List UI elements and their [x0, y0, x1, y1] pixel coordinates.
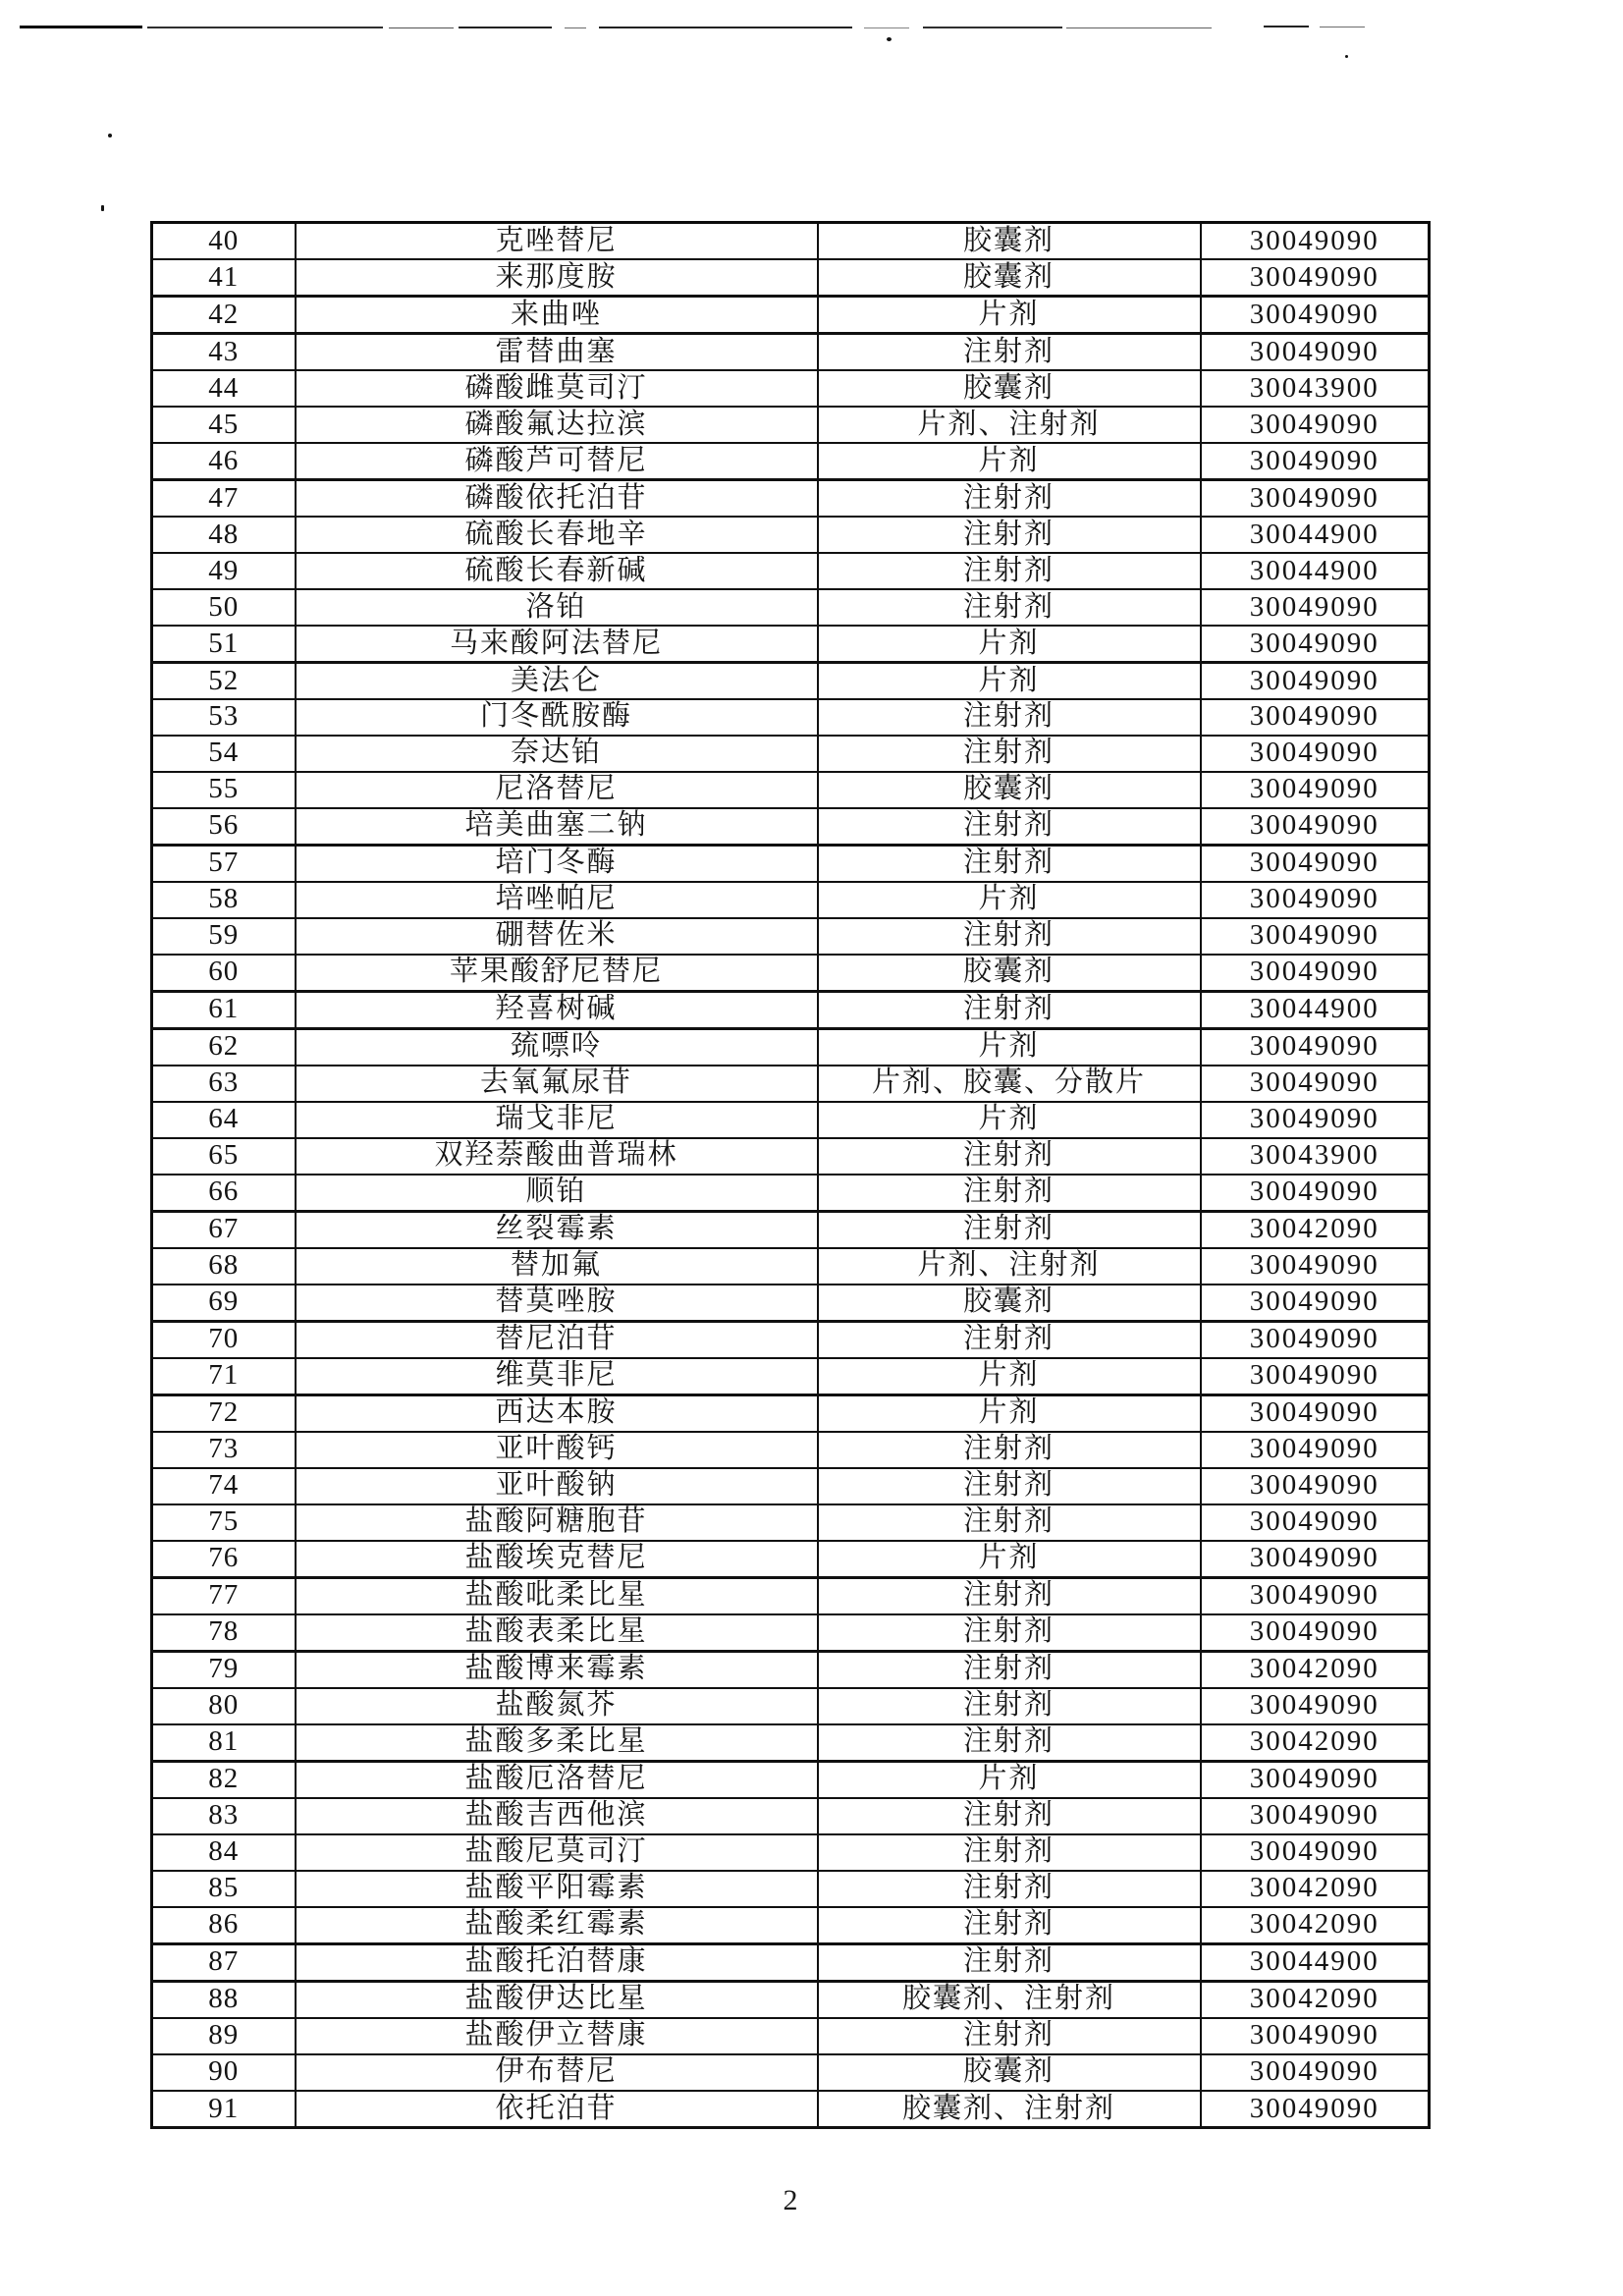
hs-code: 30049090	[1201, 662, 1430, 699]
drug-name: 盐酸氮芥	[296, 1688, 818, 1724]
drug-name: 盐酸埃克替尼	[296, 1541, 818, 1578]
table-row	[152, 1688, 1430, 1724]
row-number: 76	[152, 1541, 296, 1578]
table-row	[152, 626, 1430, 663]
table-row	[152, 2018, 1430, 2054]
table-row	[152, 918, 1430, 955]
drug-name: 西达本胺	[296, 1394, 818, 1432]
table-row	[152, 845, 1430, 882]
dosage-form: 注射剂	[818, 2018, 1201, 2054]
row-number: 46	[152, 443, 296, 480]
hs-code: 30049090	[1201, 2018, 1430, 2054]
drug-name: 硫酸长春地辛	[296, 517, 818, 553]
row-number: 73	[152, 1432, 296, 1468]
table-row	[152, 772, 1430, 808]
drug-name: 美法仑	[296, 662, 818, 699]
row-number: 53	[152, 699, 296, 736]
table-row	[152, 1541, 1430, 1578]
row-number: 51	[152, 626, 296, 663]
row-number: 75	[152, 1504, 296, 1541]
dosage-form: 胶囊剂	[818, 259, 1201, 297]
table-row	[152, 1432, 1430, 1468]
row-number: 48	[152, 517, 296, 553]
row-number: 77	[152, 1577, 296, 1614]
table-row	[152, 1981, 1430, 2018]
table-row	[152, 1394, 1430, 1432]
row-number: 47	[152, 479, 296, 517]
drug-name: 盐酸平阳霉素	[296, 1871, 818, 1907]
row-number: 61	[152, 991, 296, 1028]
drug-name: 奈达铂	[296, 736, 818, 772]
dosage-form: 注射剂	[818, 1614, 1201, 1652]
row-number: 54	[152, 736, 296, 772]
row-number: 90	[152, 2054, 296, 2091]
drug-name: 亚叶酸钙	[296, 1432, 818, 1468]
table-row	[152, 2054, 1430, 2091]
table-row	[152, 1028, 1430, 1066]
dosage-form: 注射剂	[818, 479, 1201, 517]
hs-code: 30049090	[1201, 1614, 1430, 1652]
row-number: 60	[152, 955, 296, 992]
drug-name: 硼替佐米	[296, 918, 818, 955]
dosage-form: 注射剂	[818, 1138, 1201, 1175]
dosage-form: 片剂、胶囊、分散片	[818, 1066, 1201, 1102]
row-number: 64	[152, 1102, 296, 1138]
table-row	[152, 1943, 1430, 1981]
dosage-form: 注射剂	[818, 1834, 1201, 1871]
table-row	[152, 1871, 1430, 1907]
hs-code: 30049090	[1201, 1834, 1430, 1871]
table-row	[152, 1468, 1430, 1504]
hs-code: 30049090	[1201, 882, 1430, 918]
row-number: 87	[152, 1943, 296, 1981]
hs-code: 30049090	[1201, 1688, 1430, 1724]
page-number: 2	[783, 2184, 798, 2216]
table-row	[152, 1358, 1430, 1395]
hs-code: 30049090	[1201, 918, 1430, 955]
dosage-form: 注射剂	[818, 1724, 1201, 1762]
drug-name: 盐酸吡柔比星	[296, 1577, 818, 1614]
drug-name: 马来酸阿法替尼	[296, 626, 818, 663]
hs-code: 30049090	[1201, 808, 1430, 846]
hs-code: 30044900	[1201, 517, 1430, 553]
table-row	[152, 991, 1430, 1028]
drug-name: 尼洛替尼	[296, 772, 818, 808]
hs-code: 30049090	[1201, 223, 1430, 260]
table-row	[152, 1724, 1430, 1762]
dosage-form: 注射剂	[818, 736, 1201, 772]
row-number: 55	[152, 772, 296, 808]
table-row	[152, 259, 1430, 297]
dosage-form: 片剂	[818, 297, 1201, 334]
hs-code: 30049090	[1201, 1798, 1430, 1834]
drug-name: 磷酸依托泊苷	[296, 479, 818, 517]
hs-code: 30049090	[1201, 1432, 1430, 1468]
dosage-form: 胶囊剂	[818, 370, 1201, 407]
hs-code: 30049090	[1201, 1175, 1430, 1212]
drug-name: 瑞戈非尼	[296, 1102, 818, 1138]
hs-code: 30049090	[1201, 772, 1430, 808]
drug-name: 替尼泊苷	[296, 1321, 818, 1358]
hs-code: 30049090	[1201, 1102, 1430, 1138]
dosage-form: 注射剂	[818, 699, 1201, 736]
dosage-form: 注射剂	[818, 589, 1201, 626]
dosage-form: 注射剂	[818, 1504, 1201, 1541]
row-number: 63	[152, 1066, 296, 1102]
dosage-form: 注射剂	[818, 553, 1201, 589]
dosage-form: 胶囊剂、注射剂	[818, 1981, 1201, 2018]
hs-code: 30049090	[1201, 736, 1430, 772]
hs-code: 30049090	[1201, 955, 1430, 992]
drug-name: 盐酸托泊替康	[296, 1943, 818, 1981]
row-number: 56	[152, 808, 296, 846]
row-number: 65	[152, 1138, 296, 1175]
table-row	[152, 1907, 1430, 1944]
row-number: 88	[152, 1981, 296, 2018]
dosage-form: 胶囊剂、注射剂	[818, 2091, 1201, 2128]
dosage-form: 注射剂	[818, 334, 1201, 371]
hs-code: 30049090	[1201, 589, 1430, 626]
dosage-form: 注射剂	[818, 1211, 1201, 1248]
table-row	[152, 736, 1430, 772]
drug-name: 丝裂霉素	[296, 1211, 818, 1248]
dosage-form: 注射剂	[818, 1907, 1201, 1944]
hs-code: 30049090	[1201, 1358, 1430, 1395]
drug-name: 培门冬酶	[296, 845, 818, 882]
dosage-form: 注射剂	[818, 1688, 1201, 1724]
row-number: 57	[152, 845, 296, 882]
table-row	[152, 1285, 1430, 1322]
table-row	[152, 662, 1430, 699]
hs-code: 30049090	[1201, 1468, 1430, 1504]
drug-table-body	[152, 223, 1430, 2128]
scan-speck	[1345, 55, 1348, 58]
drug-name: 替莫唑胺	[296, 1285, 818, 1322]
table-row	[152, 1798, 1430, 1834]
hs-code: 30049090	[1201, 334, 1430, 371]
hs-code: 30044900	[1201, 1943, 1430, 1981]
table-row	[152, 808, 1430, 846]
row-number: 85	[152, 1871, 296, 1907]
table-row	[152, 370, 1430, 407]
row-number: 83	[152, 1798, 296, 1834]
row-number: 84	[152, 1834, 296, 1871]
hs-code: 30049090	[1201, 1504, 1430, 1541]
dosage-form: 注射剂	[818, 1577, 1201, 1614]
drug-name: 来那度胺	[296, 259, 818, 297]
row-number: 78	[152, 1614, 296, 1652]
hs-code: 30049090	[1201, 297, 1430, 334]
drug-name: 磷酸氟达拉滨	[296, 407, 818, 443]
dosage-form: 胶囊剂	[818, 955, 1201, 992]
hs-code: 30043900	[1201, 1138, 1430, 1175]
drug-table	[150, 221, 1431, 2129]
row-number: 70	[152, 1321, 296, 1358]
dosage-form: 注射剂	[818, 1651, 1201, 1688]
drug-name: 盐酸厄洛替尼	[296, 1761, 818, 1798]
row-number: 71	[152, 1358, 296, 1395]
drug-name: 伊布替尼	[296, 2054, 818, 2091]
hs-code: 30049090	[1201, 407, 1430, 443]
hs-code: 30042090	[1201, 1724, 1430, 1762]
drug-name: 替加氟	[296, 1248, 818, 1285]
table-row	[152, 1248, 1430, 1285]
drug-name: 磷酸芦可替尼	[296, 443, 818, 480]
dosage-form: 注射剂	[818, 1468, 1201, 1504]
row-number: 66	[152, 1175, 296, 1212]
hs-code: 30042090	[1201, 1651, 1430, 1688]
table-row	[152, 882, 1430, 918]
table-row	[152, 1761, 1430, 1798]
hs-code: 30049090	[1201, 443, 1430, 480]
drug-name: 盐酸表柔比星	[296, 1614, 818, 1652]
dosage-form: 注射剂	[818, 991, 1201, 1028]
row-number: 49	[152, 553, 296, 589]
dosage-form: 片剂	[818, 626, 1201, 663]
table-row	[152, 1102, 1430, 1138]
table-row	[152, 553, 1430, 589]
scan-speck	[887, 37, 892, 41]
hs-code: 30044900	[1201, 553, 1430, 589]
table-row	[152, 297, 1430, 334]
dosage-form: 注射剂	[818, 808, 1201, 846]
dosage-form: 注射剂	[818, 1943, 1201, 1981]
drug-name: 洛铂	[296, 589, 818, 626]
row-number: 80	[152, 1688, 296, 1724]
row-number: 44	[152, 370, 296, 407]
row-number: 74	[152, 1468, 296, 1504]
hs-code: 30049090	[1201, 1248, 1430, 1285]
drug-name: 巯嘌呤	[296, 1028, 818, 1066]
hs-code: 30049090	[1201, 479, 1430, 517]
dosage-form: 片剂	[818, 1394, 1201, 1432]
hs-code: 30049090	[1201, 1577, 1430, 1614]
dosage-form: 片剂	[818, 1541, 1201, 1578]
drug-name: 去氧氟尿苷	[296, 1066, 818, 1102]
drug-name: 苹果酸舒尼替尼	[296, 955, 818, 992]
drug-name: 盐酸伊立替康	[296, 2018, 818, 2054]
drug-name: 磷酸雌莫司汀	[296, 370, 818, 407]
drug-name: 依托泊苷	[296, 2091, 818, 2128]
dosage-form: 胶囊剂	[818, 2054, 1201, 2091]
row-number: 67	[152, 1211, 296, 1248]
dosage-form: 片剂	[818, 1028, 1201, 1066]
row-number: 52	[152, 662, 296, 699]
drug-name: 来曲唑	[296, 297, 818, 334]
row-number: 81	[152, 1724, 296, 1762]
drug-name: 盐酸阿糖胞苷	[296, 1504, 818, 1541]
table-row	[152, 334, 1430, 371]
drug-name: 门冬酰胺酶	[296, 699, 818, 736]
hs-code: 30042090	[1201, 1981, 1430, 2018]
hs-code: 30042090	[1201, 1907, 1430, 1944]
table-row	[152, 1614, 1430, 1652]
dosage-form: 注射剂	[818, 845, 1201, 882]
row-number: 91	[152, 2091, 296, 2128]
table-row	[152, 443, 1430, 480]
hs-code: 30049090	[1201, 1761, 1430, 1798]
row-number: 40	[152, 223, 296, 260]
table-row	[152, 1321, 1430, 1358]
table-row	[152, 1066, 1430, 1102]
hs-code: 30049090	[1201, 626, 1430, 663]
row-number: 72	[152, 1394, 296, 1432]
dosage-form: 片剂	[818, 662, 1201, 699]
row-number: 86	[152, 1907, 296, 1944]
table-row	[152, 1211, 1430, 1248]
hs-code: 30049090	[1201, 845, 1430, 882]
table-row	[152, 699, 1430, 736]
hs-code: 30049090	[1201, 2091, 1430, 2128]
scan-speck	[101, 205, 104, 211]
row-number: 62	[152, 1028, 296, 1066]
row-number: 43	[152, 334, 296, 371]
dosage-form: 片剂	[818, 1761, 1201, 1798]
hs-code: 30049090	[1201, 1066, 1430, 1102]
table-row	[152, 1834, 1430, 1871]
row-number: 50	[152, 589, 296, 626]
table-row	[152, 589, 1430, 626]
table-row	[152, 1577, 1430, 1614]
drug-name: 盐酸吉西他滨	[296, 1798, 818, 1834]
hs-code: 30049090	[1201, 1541, 1430, 1578]
table-row	[152, 223, 1430, 260]
hs-code: 30044900	[1201, 991, 1430, 1028]
row-number: 68	[152, 1248, 296, 1285]
dosage-form: 注射剂	[818, 1798, 1201, 1834]
dosage-form: 注射剂	[818, 1321, 1201, 1358]
drug-name: 培美曲塞二钠	[296, 808, 818, 846]
dosage-form: 片剂	[818, 1102, 1201, 1138]
drug-name: 克唑替尼	[296, 223, 818, 260]
drug-name: 盐酸伊达比星	[296, 1981, 818, 2018]
hs-code: 30049090	[1201, 2054, 1430, 2091]
hs-code: 30049090	[1201, 699, 1430, 736]
hs-code: 30049090	[1201, 1394, 1430, 1432]
hs-code: 30049090	[1201, 1321, 1430, 1358]
dosage-form: 片剂	[818, 882, 1201, 918]
drug-name: 盐酸多柔比星	[296, 1724, 818, 1762]
hs-code: 30042090	[1201, 1211, 1430, 1248]
hs-code: 30049090	[1201, 1285, 1430, 1322]
hs-code: 30042090	[1201, 1871, 1430, 1907]
dosage-form: 注射剂	[818, 1432, 1201, 1468]
table-row	[152, 517, 1430, 553]
hs-code: 30049090	[1201, 1028, 1430, 1066]
dosage-form: 胶囊剂	[818, 223, 1201, 260]
row-number: 59	[152, 918, 296, 955]
drug-name: 盐酸柔红霉素	[296, 1907, 818, 1944]
row-number: 42	[152, 297, 296, 334]
drug-name: 维莫非尼	[296, 1358, 818, 1395]
hs-code: 30043900	[1201, 370, 1430, 407]
dosage-form: 注射剂	[818, 1871, 1201, 1907]
table-row	[152, 479, 1430, 517]
table-row	[152, 1138, 1430, 1175]
row-number: 82	[152, 1761, 296, 1798]
row-number: 69	[152, 1285, 296, 1322]
drug-name: 培唑帕尼	[296, 882, 818, 918]
drug-name: 盐酸博来霉素	[296, 1651, 818, 1688]
table-row	[152, 1504, 1430, 1541]
drug-name: 顺铂	[296, 1175, 818, 1212]
table-row	[152, 2091, 1430, 2128]
table-row	[152, 955, 1430, 992]
dosage-form: 注射剂	[818, 1175, 1201, 1212]
dosage-form: 胶囊剂	[818, 1285, 1201, 1322]
dosage-form: 胶囊剂	[818, 772, 1201, 808]
drug-name: 亚叶酸钠	[296, 1468, 818, 1504]
dosage-form: 片剂、注射剂	[818, 407, 1201, 443]
dosage-form: 片剂	[818, 1358, 1201, 1395]
row-number: 45	[152, 407, 296, 443]
row-number: 58	[152, 882, 296, 918]
scan-speck	[108, 134, 112, 137]
drug-name: 硫酸长春新碱	[296, 553, 818, 589]
dosage-form: 注射剂	[818, 918, 1201, 955]
dosage-form: 片剂	[818, 443, 1201, 480]
drug-name: 羟喜树碱	[296, 991, 818, 1028]
drug-name: 盐酸尼莫司汀	[296, 1834, 818, 1871]
table-row	[152, 407, 1430, 443]
table-row	[152, 1651, 1430, 1688]
dosage-form: 注射剂	[818, 517, 1201, 553]
row-number: 79	[152, 1651, 296, 1688]
drug-name: 雷替曲塞	[296, 334, 818, 371]
drug-name: 双羟萘酸曲普瑞林	[296, 1138, 818, 1175]
row-number: 89	[152, 2018, 296, 2054]
hs-code: 30049090	[1201, 259, 1430, 297]
table-row	[152, 1175, 1430, 1212]
row-number: 41	[152, 259, 296, 297]
dosage-form: 片剂、注射剂	[818, 1248, 1201, 1285]
